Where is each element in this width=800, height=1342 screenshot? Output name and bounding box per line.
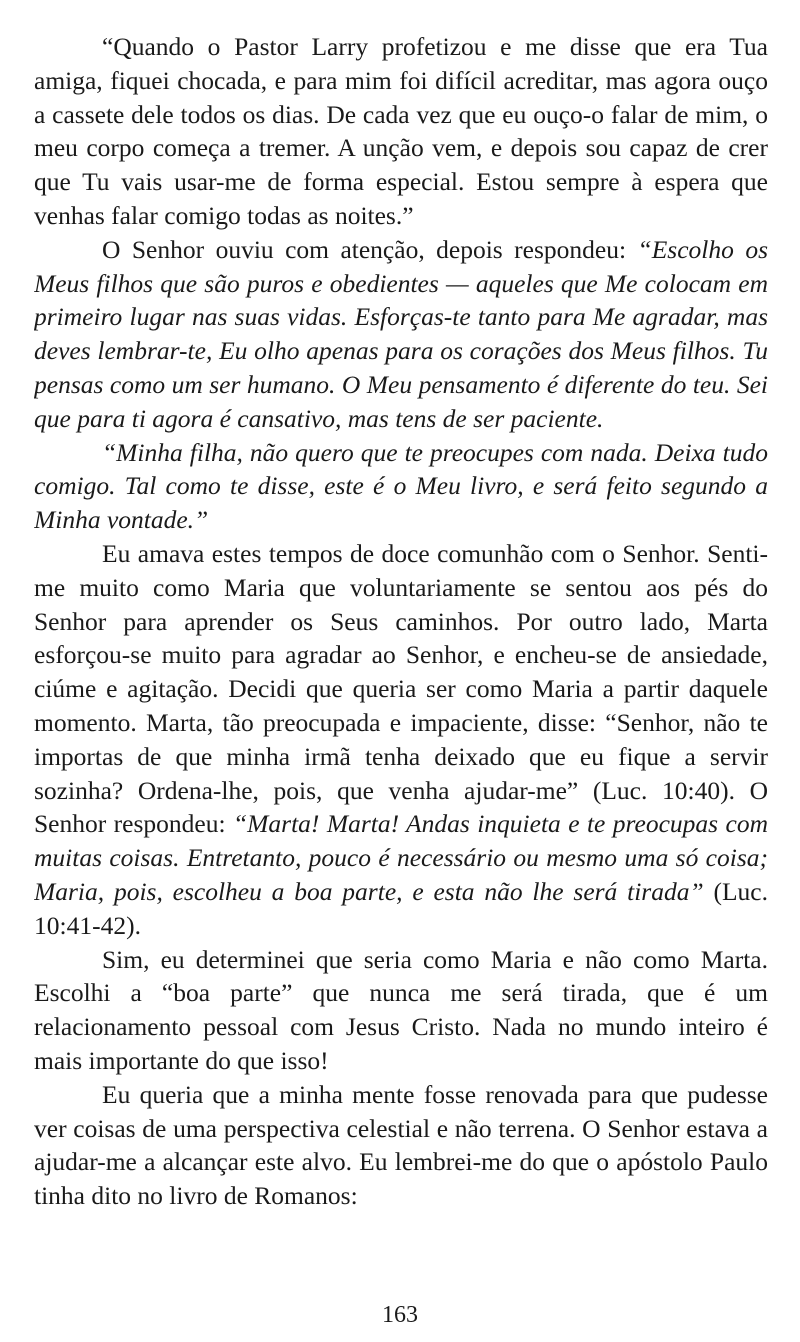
paragraph-2-run-1: O Senhor ouviu com atenção, depois respondeu:: [102, 234, 638, 264]
page-body: [34, 30, 768, 1230]
paragraph-4-run-3: (Luc. 10:41-42).: [34, 876, 768, 940]
paragraph-6-run-1: Eu queria que a minha mente fosse renovada para que pudesse ver coisas de uma perspectiva celestial e não terrena. O Senhor estava a ajudar-me a alcançar este alvo. Eu lembrei-me do que o apóstolo Paulo tinha dito no livro de Romanos:: [34, 1079, 768, 1211]
paragraph-2: [34, 233, 768, 436]
paragraph-1-run-1: “Quando o Pastor Larry profetizou e me disse que era Tua amiga, fiquei chocada, e para mim foi difícil acreditar, mas agora ouço a cassete dele todos os dias. De cada vez que eu ouço-o falar de mim, o meu corpo começa a tremer. A unção vem, e depois sou capaz de crer que Tu vais usar-me de forma especial. Estou sempre à espera que venhas falar comigo todas as noites.”: [34, 32, 768, 230]
paragraph-1: [34, 30, 768, 233]
paragraph-3: [34, 436, 768, 537]
paragraph-5-run-1: Sim, eu determinei que seria como Maria e não como Marta. Escolhi a “boa parte” que nunca me será tirada, que é um relacionamento pessoal com Jesus Cristo. Nada no mundo inteiro é mais importante do que isso!: [34, 944, 768, 1075]
paragraph-6: [34, 1078, 768, 1213]
paragraph-4: [34, 537, 768, 943]
paragraph-4-run-1: Eu amava estes tempos de doce comunhão com o Senhor. Senti-me muito como Maria que voluntariamente se sentou aos pés do Senhor para aprender os Seus caminhos. Por outro lado, Marta esforçou-se muito para agradar ao Senhor, e encheu-se de ansiedade, ciúme e agitação. Decidi que queria ser como Maria a partir daquele momento. Marta, tão preocupada e impaciente, disse: “Senhor, não te importas de que minha irmã tenha deixado que eu fique a servir sozinha? Ordena-lhe, pois, que venha ajudar-me” (Luc. 10:40). O Senhor respondeu:: [34, 538, 768, 839]
paragraph-2-run-2: “Escolho os Meus filhos que são puros e obedientes — aqueles que Me colocam em primeiro lugar nas suas vidas. Esforças-te tanto para Me agradar, mas deves lembrar-te, Eu olho apenas para os corações dos Meus filhos. Tu pensas como um ser humano. O Meu pensamento é diferente do teu. Sei que para ti agora é cansativo, mas tens de ser paciente.: [34, 234, 768, 433]
paragraph-4-run-2: “Marta! Marta! Andas inquieta e te preocupas com muitas coisas. Entretanto, pouco é necessário ou mesmo uma só coisa; Maria, pois, escolheu a boa parte, e esta não lhe será tirada”: [34, 809, 768, 906]
paragraph-3-run-1: “Minha filha, não quero que te preocupes com nada. Deixa tudo comigo. Tal como te disse, este é o Meu livro, e será feito segundo a Minha vontade.”: [34, 437, 768, 535]
page-number: 163: [382, 1302, 418, 1328]
paragraph-5: [34, 943, 768, 1078]
